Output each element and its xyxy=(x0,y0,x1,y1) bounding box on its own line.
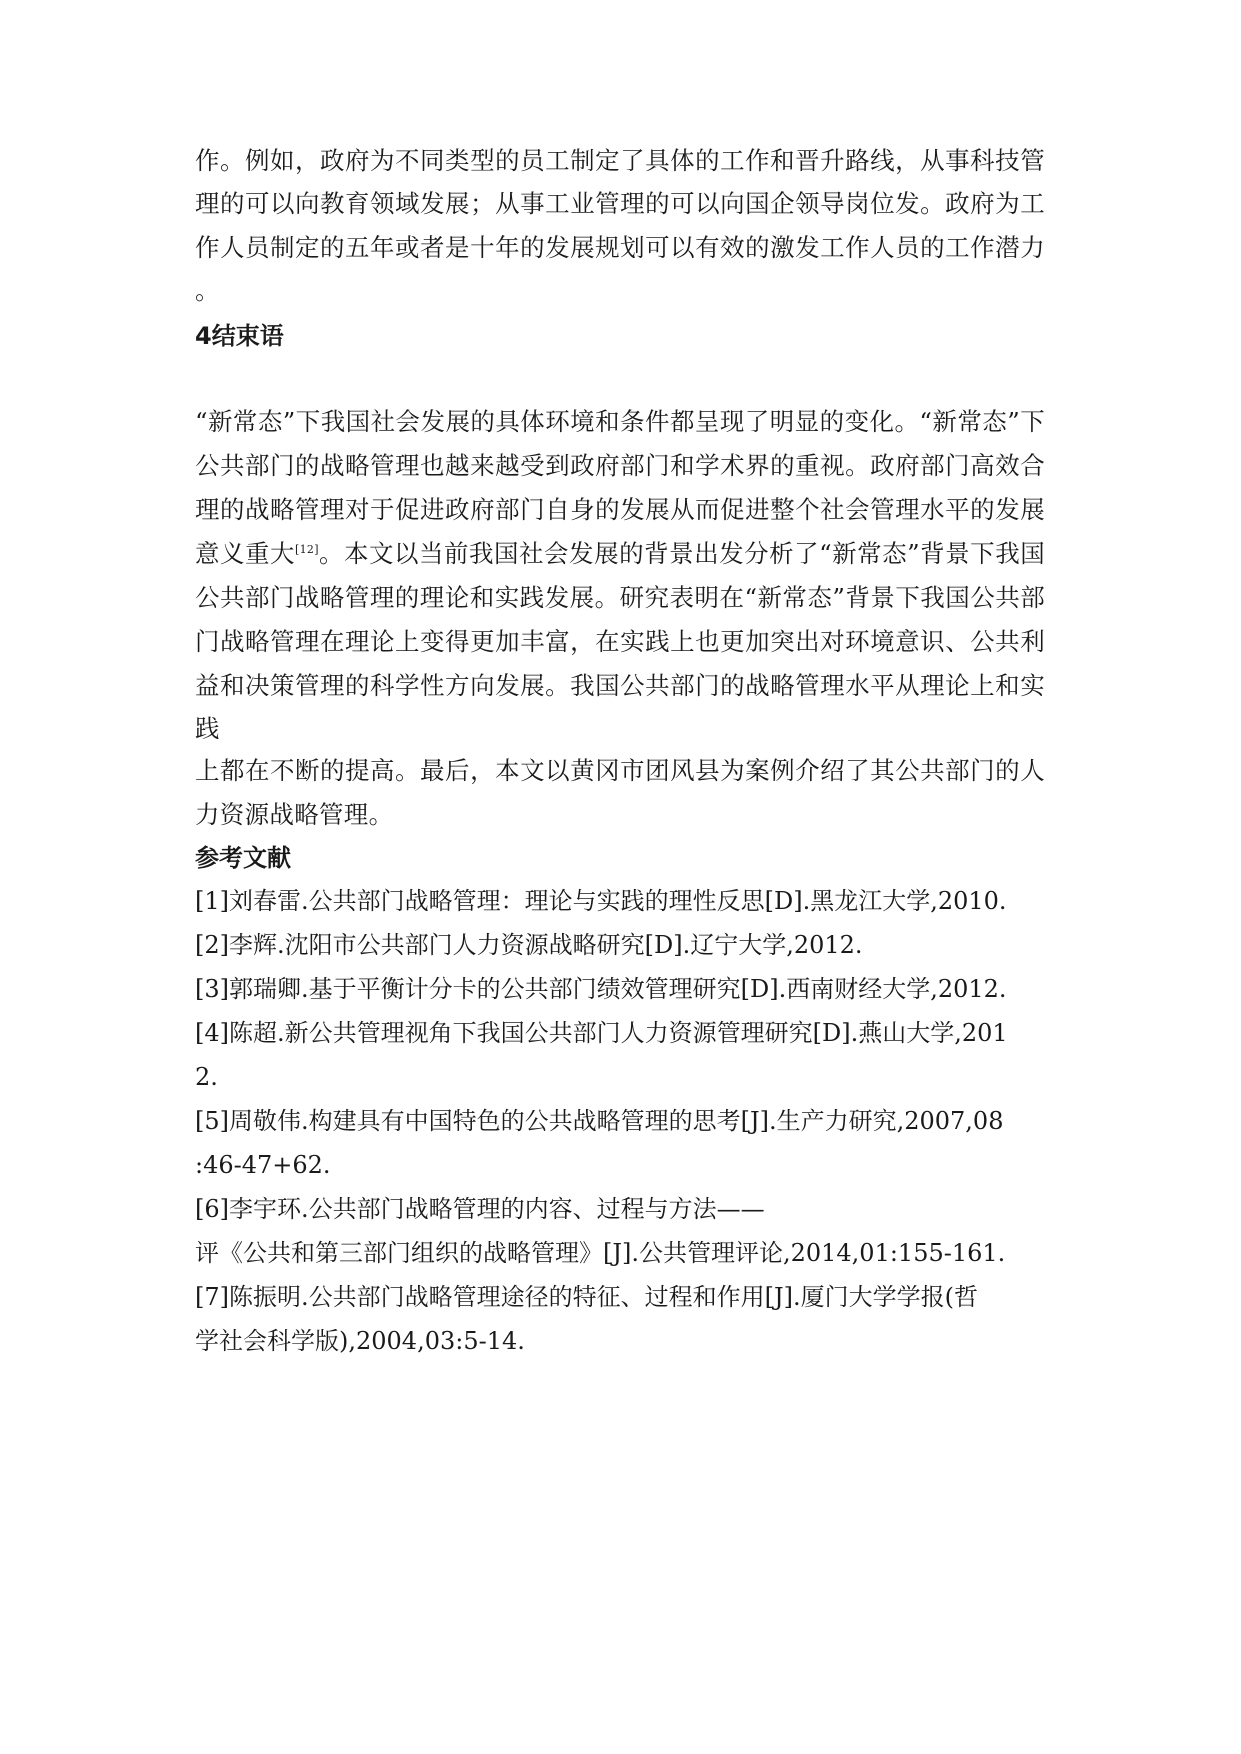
paragraph-line: 公共部门的战略管理也越来越受到政府部门和学术界的重视。政府部门高效合 xyxy=(195,451,1045,480)
references-heading: 参考文献 xyxy=(195,844,291,872)
paragraph-line: 理的可以向教育领域发展；从事工业管理的可以向国企领导岗位发。政府为工 xyxy=(195,189,1045,218)
paragraph-line: 作人员制定的五年或者是十年的发展规划可以有效的激发工作人员的工作潜力 xyxy=(195,233,1045,262)
section-heading: 4结束语 xyxy=(195,322,284,350)
reference-item-continuation: 学社会科学版),2004,03:5-14. xyxy=(195,1327,525,1355)
reference-item-continuation: 2. xyxy=(195,1063,218,1091)
paragraph-text: 。本文以当前我国社会发展的背景出发分析了“新常态”背景下我国 xyxy=(318,539,1045,568)
paragraph-line: 益和决策管理的科学性方向发展。我国公共部门的战略管理水平从理论上和实 xyxy=(195,671,1045,700)
citation-mark: [12] xyxy=(295,542,319,556)
paragraph-line: 门战略管理在理论上变得更加丰富，在实践上也更加突出对环境意识、公共利 xyxy=(195,627,1045,656)
reference-item: [2]李辉.沈阳市公共部门人力资源战略研究[D].辽宁大学,2012. xyxy=(195,931,863,959)
reference-item-continuation: :46-47+62. xyxy=(195,1151,331,1179)
paragraph-line xyxy=(195,539,1045,569)
reference-item: [7]陈振明.公共部门战略管理途径的特征、过程和作用[J].厦门大学学报(哲 xyxy=(195,1283,978,1311)
paragraph-line: “新常态”下我国社会发展的具体环境和条件都呈现了明显的变化。“新常态”下 xyxy=(195,407,1045,436)
reference-item: [5]周敬伟.构建具有中国特色的公共战略管理的思考[J].生产力研究,2007,08 xyxy=(195,1107,1004,1135)
reference-item: [4]陈超.新公共管理视角下我国公共部门人力资源管理研究[D].燕山大学,201 xyxy=(195,1019,1008,1047)
reference-item: [3]郭瑞卿.基于平衡计分卡的公共部门绩效管理研究[D].西南财经大学,2012. xyxy=(195,975,1007,1003)
paragraph-line: 理的战略管理对于促进政府部门自身的发展从而促进整个社会管理水平的发展 xyxy=(195,495,1045,524)
paragraph-line: 。 xyxy=(195,276,220,305)
reference-item: [6]李宇环.公共部门战略管理的内容、过程与方法—— xyxy=(195,1195,765,1223)
reference-item-continuation: 评《公共和第三部门组织的战略管理》[J].公共管理评论,2014,01:155-161. xyxy=(195,1239,1006,1267)
reference-item: [1]刘春雷.公共部门战略管理：理论与实践的理性反思[D].黑龙江大学,2010. xyxy=(195,887,1007,915)
paragraph-line: 力资源战略管理。 xyxy=(195,800,394,829)
paragraph-line: 作。例如，政府为不同类型的员工制定了具体的工作和晋升路线，从事科技管 xyxy=(195,146,1045,175)
paragraph-line: 上都在不断的提高。最后，本文以黄冈市团风县为案例介绍了其公共部门的人 xyxy=(195,756,1045,785)
paragraph-line: 公共部门战略管理的理论和实践发展。研究表明在“新常态”背景下我国公共部 xyxy=(195,583,1045,612)
paragraph-line: 践 xyxy=(195,714,220,743)
paragraph-text: 意义重大 xyxy=(195,539,296,568)
